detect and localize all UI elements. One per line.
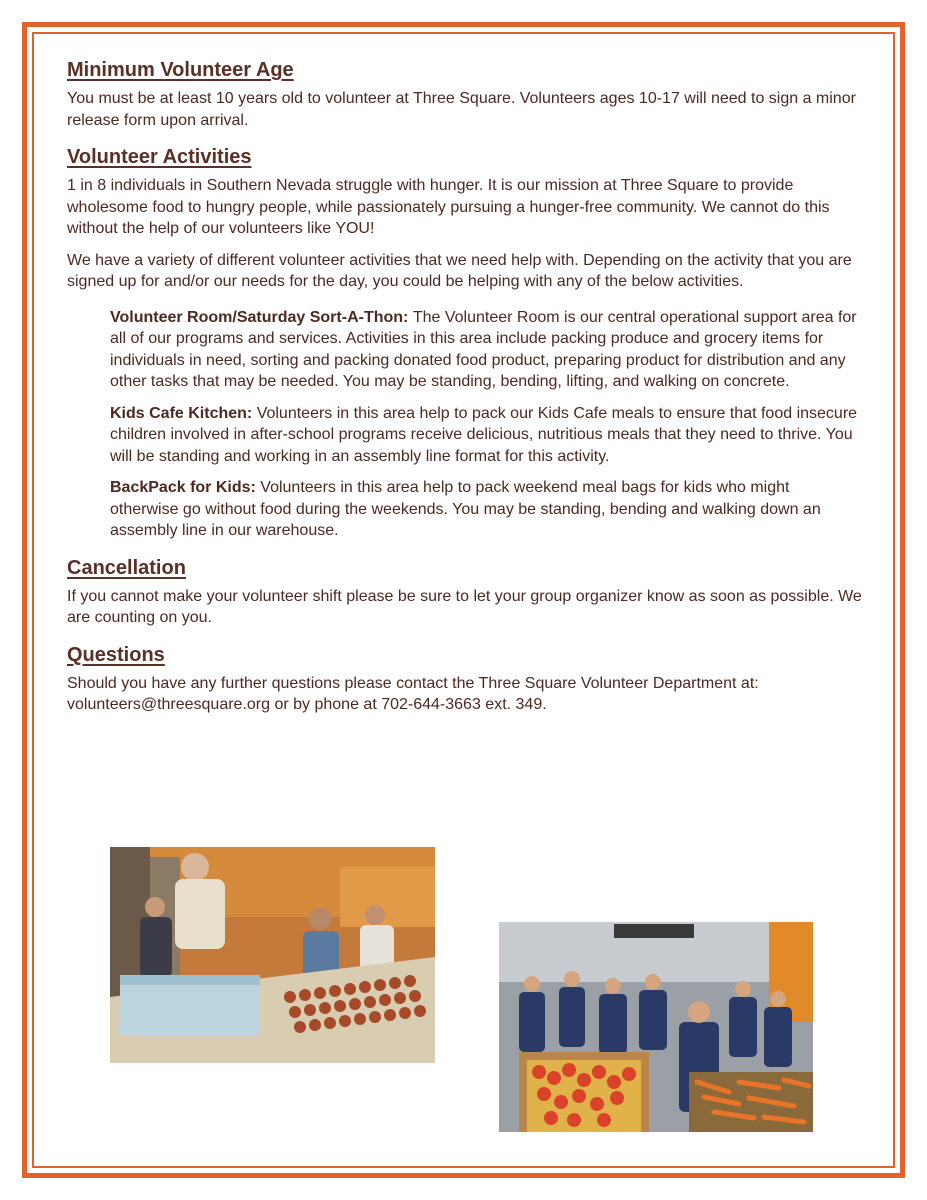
heading-minimum-age: Minimum Volunteer Age <box>67 59 294 81</box>
heading-volunteer-activities: Volunteer Activities <box>67 146 252 168</box>
activity-description: Volunteers in this area help to pack our Kids Cafe meals to ensure that food insecure children involved in after-school programs receive delicious, nutritious meals that they need to thrive. You will be standing and working in an assembly line format for this activity. <box>110 404 858 465</box>
activity-kids-cafe <box>110 403 862 468</box>
activity-backpack <box>110 477 862 542</box>
cancellation-text: If you cannot make your volunteer shift please be sure to let your group organizer know as soon as possible. We are counting on you. <box>67 587 862 626</box>
activity-description: Volunteers in this area help to pack weekend meal bags for kids who might otherwise go without food during the weekends. You may be standing, bending and walking down an assembly line in our warehouse. <box>110 479 821 539</box>
section-questions <box>67 643 867 716</box>
activity-title: BackPack for Kids: <box>110 479 261 496</box>
heading-cancellation: Cancellation <box>67 556 186 579</box>
activities-intro-1: 1 in 8 individuals in Southern Nevada struggle with hunger. It is our mission at Three Square to provide wholesome food to hungry people, while passionately pursuing a hunger-free community. We cannot do this without the help of our volunteers like YOU! <box>67 177 830 237</box>
section-volunteer-activities <box>67 145 867 542</box>
document-content <box>67 58 867 730</box>
activities-intro-2: We have a variety of different volunteer activities that we need help with. Depending on the activity that you are signed up for and/or our needs for the day, you could be helping with any of the below activities. <box>67 251 852 290</box>
volunteers-sorting-produce-photo <box>499 922 813 1132</box>
minimum-age-text: You must be at least 10 years old to volunteer at Three Square. Volunteers ages 10-17 will need to sign a minor release form upon arrival. <box>67 90 856 129</box>
section-minimum-age <box>67 58 867 131</box>
activity-volunteer-room <box>110 307 862 393</box>
activity-title: Volunteer Room/Saturday Sort-A-Thon: <box>110 308 413 326</box>
heading-questions: Questions <box>67 643 165 666</box>
activity-title: Kids Cafe Kitchen: <box>110 404 257 422</box>
activity-description: The Volunteer Room is our central operational support area for all of our programs and services. Activities in this area include packing produce and grocery items for individuals in need, sorting and packing donated food product, preparing product for distribution and any other tasks that may be needed. You may be standing, bending, lifting, and walking on concrete. <box>110 308 857 390</box>
section-cancellation <box>67 556 867 629</box>
questions-text: Should you have any further questions please contact the Three Square Volunteer Department at: volunteers@threesquare.org or by phone at 702-644-3663 ext. 349. <box>67 674 759 713</box>
volunteers-packing-photo <box>110 847 435 1063</box>
